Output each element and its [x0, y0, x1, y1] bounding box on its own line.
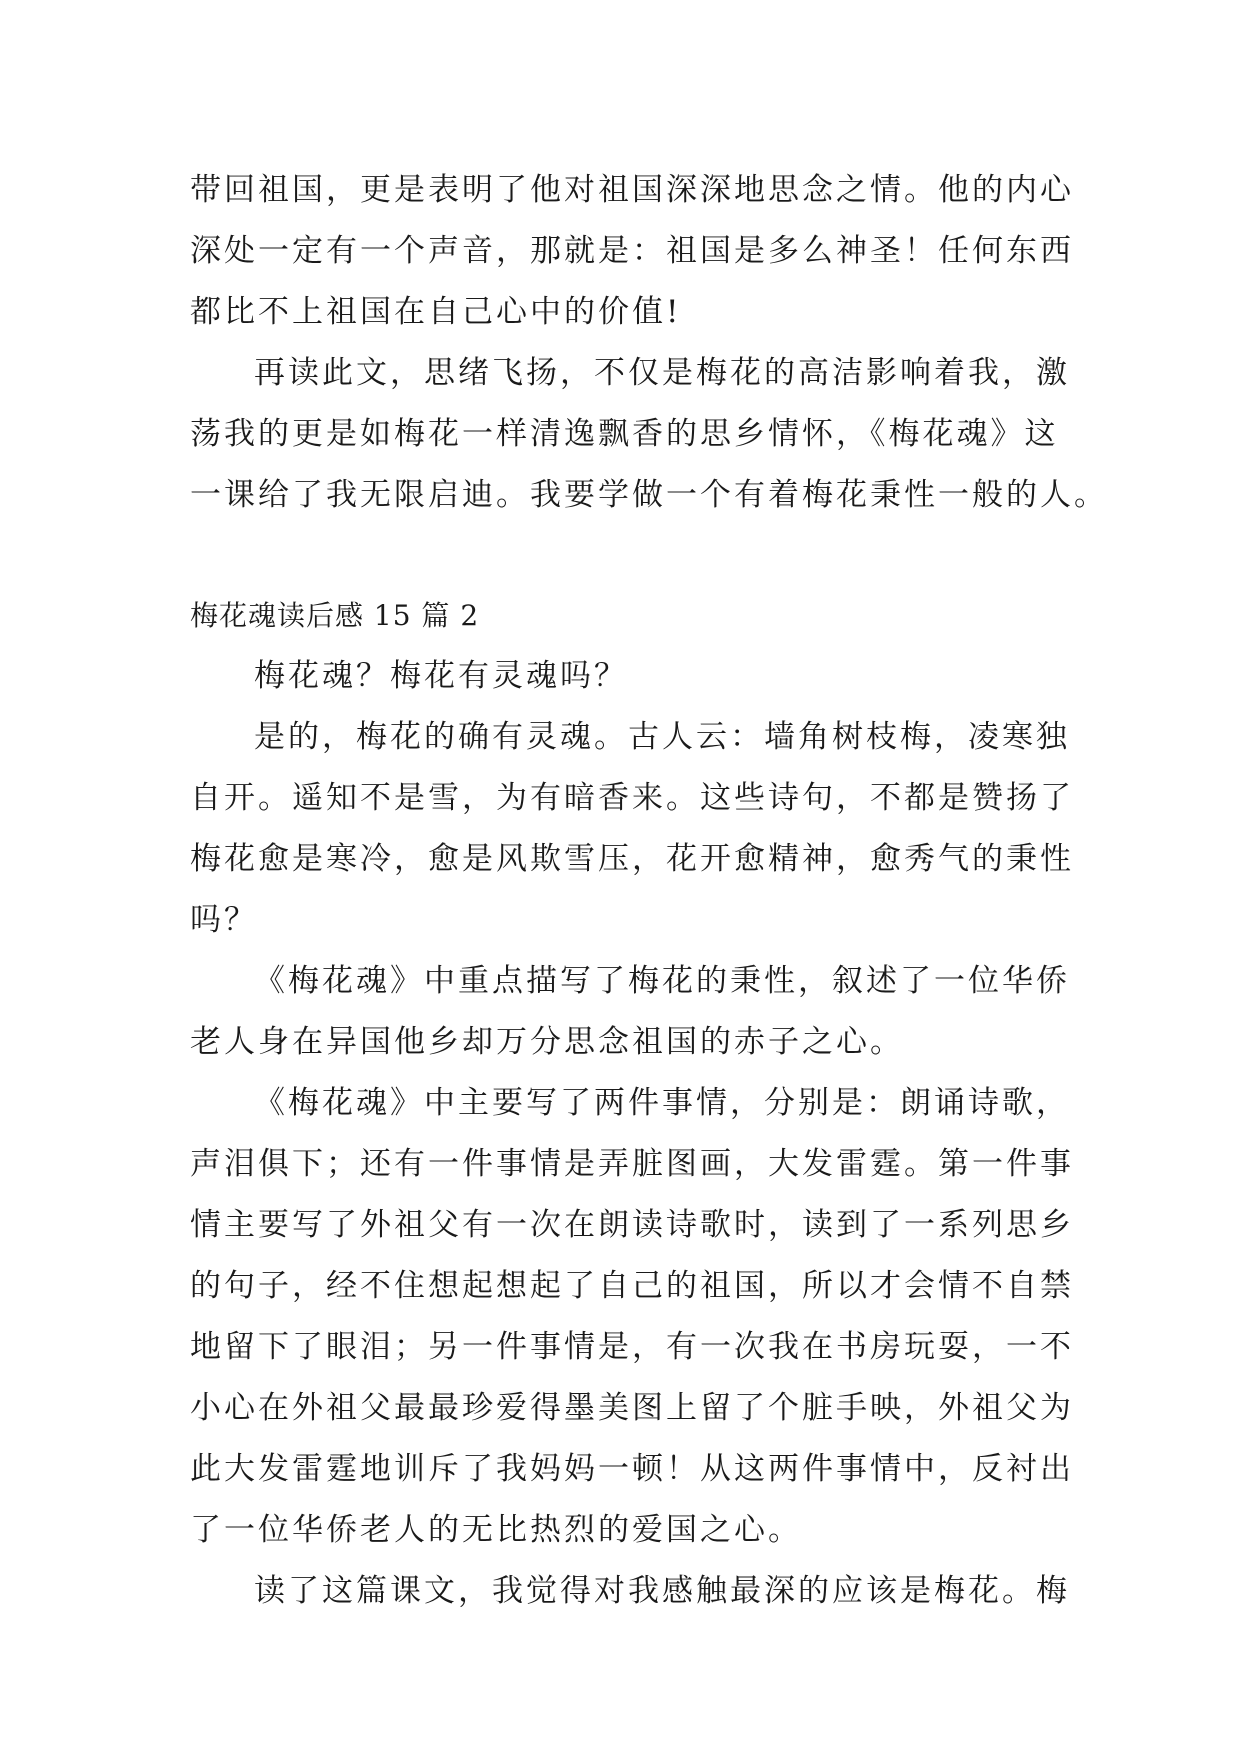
paragraph: [190, 1073, 1074, 1561]
text-line: 老人身在异国他乡却万分思念祖国的赤子之心。: [190, 1024, 904, 1060]
text-line: 此大发雷霆地训斥了我妈妈一顿！从这两件事情中，反衬出: [190, 1451, 1074, 1487]
text-line: 自开。遥知不是雪，为有暗香来。这些诗句，不都是赞扬了: [190, 780, 1074, 816]
text-line: 梅花愈是寒冷，愈是风欺雪压，花开愈精神，愈秀气的秉性: [190, 841, 1074, 877]
text-line: 《梅花魂》中重点描写了梅花的秉性，叙述了一位华侨: [254, 963, 1070, 999]
text-line: 地留下了眼泪；另一件事情是，有一次我在书房玩耍，一不: [190, 1329, 1074, 1365]
text-line: 《梅花魂》中主要写了两件事情，分别是：朗诵诗歌，: [254, 1085, 1070, 1121]
text-line: 是的，梅花的确有灵魂。古人云：墙角树枝梅，凌寒独: [254, 719, 1070, 755]
section-title: 梅花魂读后感 15 篇 2: [190, 599, 480, 632]
paragraph-continuation: [190, 160, 1074, 343]
paragraph: [190, 707, 1074, 951]
text-line: 再读此文，思绪飞扬，不仅是梅花的高洁影响着我，激: [254, 355, 1070, 391]
text-line: 带回祖国，更是表明了他对祖国深深地思念之情。他的内心: [190, 172, 1074, 208]
text-line: 一课给了我无限启迪。我要学做一个有着梅花秉性一般的人。: [190, 477, 1108, 513]
paragraph: [190, 951, 1070, 1073]
text-line: 读了这篇课文，我觉得对我感触最深的应该是梅花。梅: [254, 1573, 1070, 1609]
document-page: [190, 160, 1108, 1622]
text-line: 深处一定有一个声音，那就是：祖国是多么神圣！任何东西: [190, 233, 1074, 269]
text-line: 梅花魂？梅花有灵魂吗？: [254, 658, 628, 694]
text-line: 了一位华侨老人的无比热烈的爱国之心。: [190, 1512, 802, 1548]
paragraph: [190, 343, 1108, 526]
text-line: 的句子，经不住想起想起了自己的祖国，所以才会情不自禁: [190, 1268, 1074, 1304]
text-line: 都比不上祖国在自己心中的价值!: [190, 294, 682, 330]
text-line: 情主要写了外祖父有一次在朗读诗歌时，读到了一系列思乡: [190, 1207, 1074, 1243]
paragraph: [190, 1561, 1070, 1622]
text-line: 声泪俱下；还有一件事情是弄脏图画，大发雷霆。第一件事: [190, 1146, 1074, 1182]
text-line: 吗？: [190, 902, 258, 938]
paragraph: [190, 646, 1052, 707]
text-line: 荡我的更是如梅花一样清逸飘香的思乡情怀，《梅花魂》这: [190, 416, 1059, 452]
text-line: 小心在外祖父最最珍爱得墨美图上留了个脏手映，外祖父为: [190, 1390, 1074, 1426]
